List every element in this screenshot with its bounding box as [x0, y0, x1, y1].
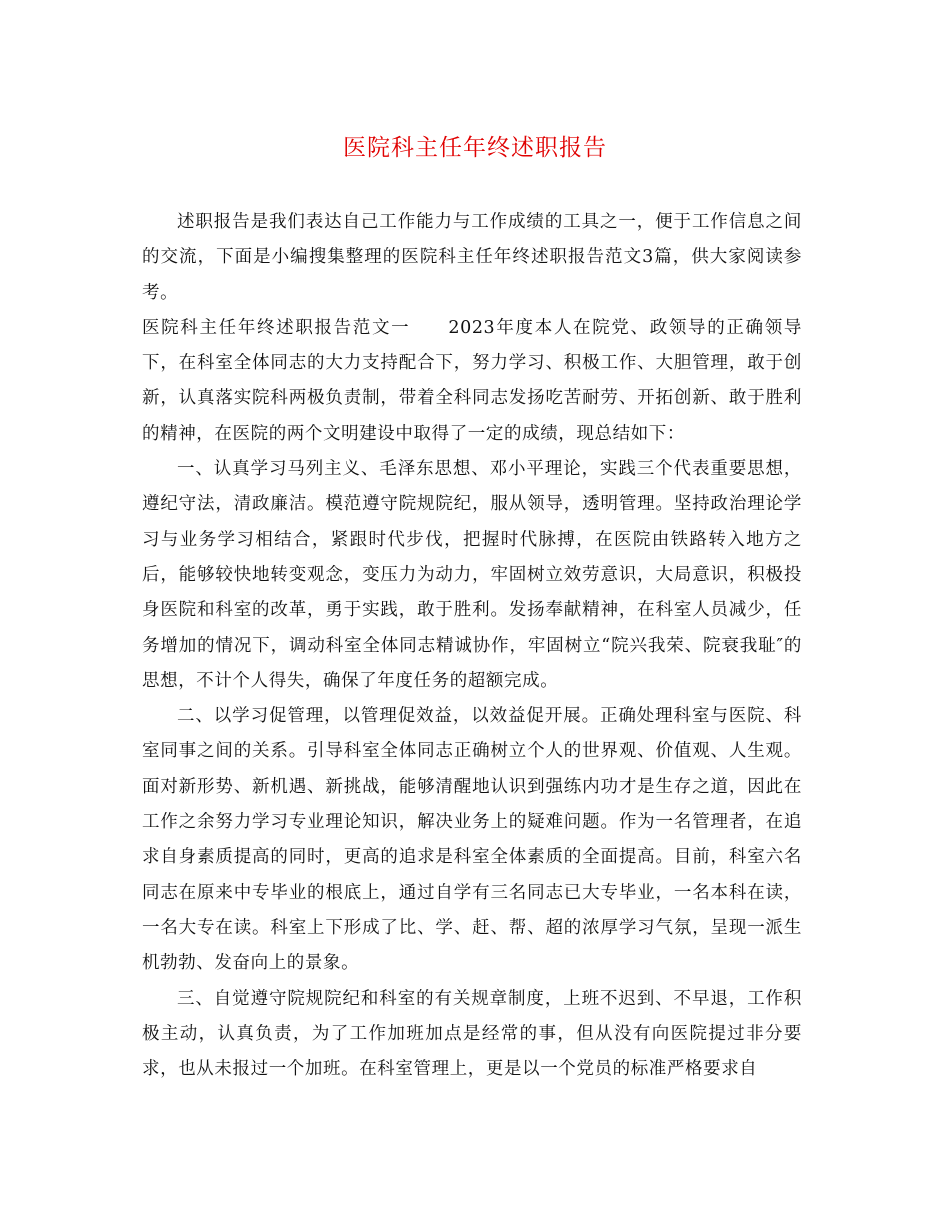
intro-paragraph: 述职报告是我们表达自己工作能力与工作成绩的工具之一，便于工作信息之间的交流，下面是小编搜集整理的医院科主任年终述职报告范文3篇，供大家阅读参考。 — [142, 212, 802, 303]
essay-opening-paragraph — [142, 311, 802, 452]
document-body — [142, 205, 802, 1087]
essay-opening-text: 2023年度本人在院党、政领导的正确领导下，在科室全体同志的大力支持配合下，努力学习、积极工作、大胆管理，敢于创新，认真落实院科两极负责制，带着全科同志发扬吃苦耐劳、开拓创新、敢于胜利的精神，在医院的两个文明建设中取得了一定的成绩，现总结如下： — [142, 317, 802, 444]
point-three-paragraph: 三、自觉遵守院规院纪和科室的有关规章制度，上班不迟到、不早退，工作积极主动，认真负责，为了工作加班加点是经常的事，但从没有向医院提过非分要求，也从未报过一个加班。在科室管理上，更是以一个党员的标准严格要求自 — [142, 988, 802, 1080]
point-one-paragraph: 一、认真学习马列主义、毛泽东思想、邓小平理论，实践三个代表重要思想，遵纪守法，清政廉洁。模范遵守院规院纪，服从领导，透明管理。坚持政治理论学习与业务学习相结合，紧跟时代步伐，把握时代脉搏，在医院由铁路转入地方之后，能够较快地转变观念，变压力为动力，牢固树立效劳意识，大局意识，积极投身医院和科室的改革，勇于实践，敢于胜利。发扬奉献精神，在科室人员减少，任务增加的情况下，调动科室全体同志精诚协作，牢固树立“院兴我荣、院衰我耻″的思想，不计个人得失，确保了年度任务的超额完成。 — [142, 459, 802, 691]
essay-label: 医院科主任年终述职报告范文一 — [142, 317, 411, 338]
document-title: 医院科主任年终述职报告 — [343, 135, 607, 161]
point-two-paragraph: 二、以学习促管理，以管理促效益，以效益促开展。正确处理科室与医院、科室同事之间的关系。引导科室全体同志正确树立个人的世界观、价值观、人生观。面对新形势、新机遇、新挑战，能够清醒地认识到强练内功才是生存之道，因此在工作之余努力学习专业理论知识，解决业务上的疑难问题。作为一名管理者，在追求自身素质提高的同时，更高的追求是科室全体素质的全面提高。目前，科室六名同志在原来中专毕业的根底上，通过自学有三名同志已大专毕业，一名本科在读，一名大专在读。科室上下形成了比、学、赶、帮、超的浓厚学习气氛，呈现一派生机勃勃、发奋向上的景象。 — [142, 706, 802, 974]
